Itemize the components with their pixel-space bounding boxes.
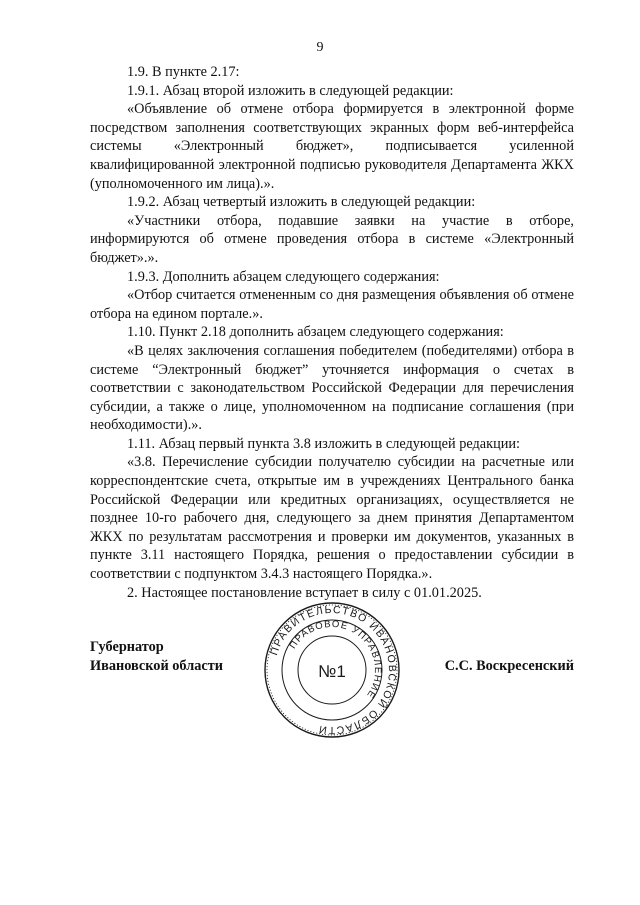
quote-1-9-2: «Участники отбора, подавшие заявки на участие в отборе, информируются об отмене проведения отбора в системе «Электронный бюджет».».	[90, 212, 574, 266]
quote-1-11: «3.8. Перечисление субсидии получателю субсидии на расчетные или корреспондентские счета, открытые им в учреждениях Центрального банка Российской Федерации или кредитных организациях, осуществляется не позднее 10-го рабочего дня, следующего за днем принятия Департаментом ЖКХ по результатам рассмотрения и проверки им документов, указанных в пункте 3.11 настоящего Порядка, решения о предоставлении субсидии в соответствии с подпунктом 3.4.3 настоящего Порядка.».	[90, 454, 574, 583]
quote-1-10: «В целях заключения соглашения победителем (победителями) отбора в системе “Электронный бюджет” уточняется информация о счетах в соответствии с законодательством Российской Федерации для перечисления субсидии, а также о лице, уполномоченном на подписание соглашения (при необходимости).».	[90, 342, 574, 434]
seal-inner-text: ПРАВОВОЕ УПРАВЛЕНИЕ	[287, 618, 384, 701]
paragraph-1-11: 1.11. Абзац первый пункта 3.8 изложить в следующей редакции:	[127, 435, 520, 452]
quote-1-9-3: «Отбор считается отмененным со дня размещения объявления об отмене отбора на едином портале.».	[90, 287, 574, 322]
seal-number: №1	[318, 662, 346, 681]
paragraph-2: 2. Настоящее постановление вступает в силу с 01.01.2025.	[127, 584, 482, 601]
paragraph-1-9: 1.9. В пункте 2.17:	[127, 64, 240, 80]
document-body	[90, 63, 574, 602]
official-seal	[262, 600, 402, 740]
signatory-name: С.С. Воскресенский	[444, 658, 574, 674]
paragraph-1-9-3: 1.9.3. Дополнить абзацем следующего содержания:	[127, 268, 440, 285]
seal-graphic	[262, 600, 402, 740]
signatory-title-line-2: Ивановской области	[90, 658, 223, 674]
paragraph-1-10: 1.10. Пункт 2.18 дополнить абзацем следующего содержания:	[127, 324, 504, 341]
page-number: 9	[316, 40, 324, 55]
signatory-title	[90, 638, 223, 676]
quote-1-9-1: «Объявление об отмене отбора формируется в электронной форме посредством заполнения соответствующих экранных форм веб-интерфейса системы «Электронный бюджет», подписывается усиленной квалифицированной электронной подписью руководителя Департамента ЖКХ (уполномоченного им лица).».	[90, 101, 574, 192]
seal-outer-text: ПРАВИТЕЛЬСТВО ИВАНОВСКОЙ ОБЛАСТИ	[268, 603, 399, 737]
paragraph-1-9-1: 1.9.1. Абзац второй изложить в следующей редакции:	[127, 82, 454, 99]
signatory-title-line-1: Губернатор	[90, 639, 164, 655]
paragraph-1-9-2: 1.9.2. Абзац четвертый изложить в следующей редакции:	[127, 194, 476, 211]
